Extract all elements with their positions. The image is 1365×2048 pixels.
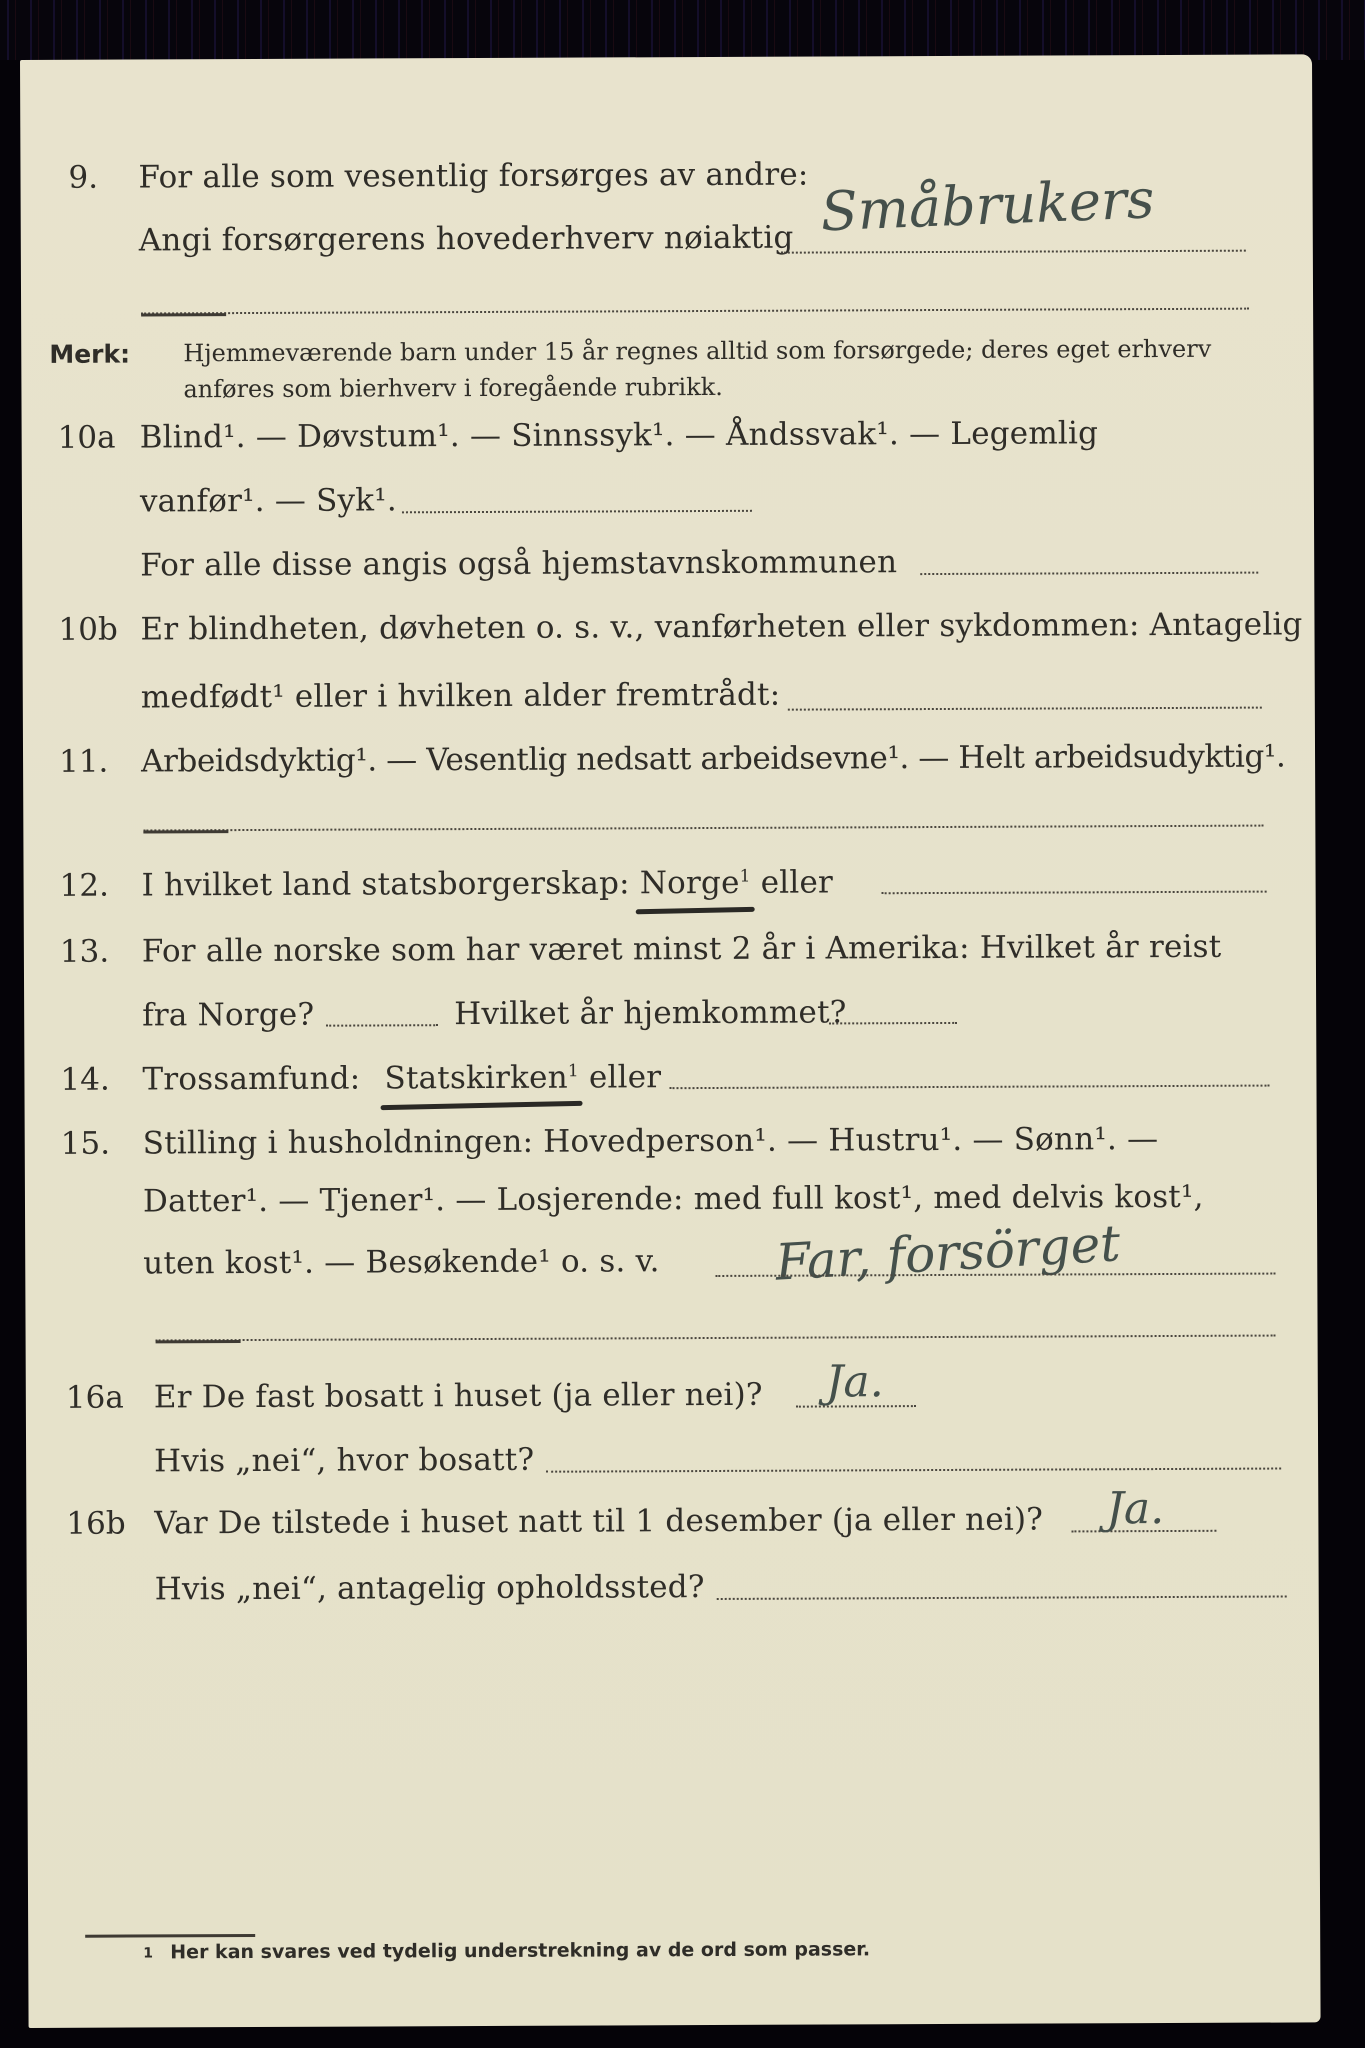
q14-underlined-text: Statskirken	[384, 1059, 568, 1097]
q14-selected-statskirken[interactable]	[384, 1060, 579, 1097]
q12-suffix: eller	[760, 864, 834, 901]
q16a-answer-handwritten: Ja.	[825, 1356, 884, 1408]
q16b-answer-handwritten: Ja.	[1106, 1483, 1165, 1535]
q13-hjemkommet: Hvilket år hjemkommet?	[454, 994, 847, 1033]
q10a-hjemstavn: For alle disse angis også hjemstavnskommunen	[140, 544, 898, 584]
footnote-rule	[85, 1934, 255, 1938]
q13-hjemkommet-line[interactable]	[829, 1022, 957, 1025]
q9-answer-line[interactable]	[781, 250, 1246, 254]
q12-selected-norge[interactable]	[640, 865, 751, 901]
q9-instruction: Angi forsørgerens hovederhverv nøiaktig	[138, 219, 794, 259]
q11-line-lead	[143, 830, 228, 833]
q16a-number: 16a	[65, 1379, 124, 1416]
q9-extra-line[interactable]	[141, 308, 1249, 315]
q15-line-lead	[156, 1340, 241, 1343]
q16b-opholdssted-line[interactable]	[717, 1595, 1287, 1599]
q11-options: Arbeidsdyktig¹. — Vesentlig nedsatt arbeidsevne¹. — Helt arbeidsudyktig¹.	[140, 738, 1286, 780]
q9-answer-handwritten: Småbrukers	[819, 167, 1156, 244]
q9-question: For alle som vesentlig forsørges av andre:	[138, 156, 809, 196]
q9-number: 9.	[68, 159, 99, 196]
q14-suffix: eller	[588, 1059, 662, 1096]
q12-number: 12.	[59, 867, 109, 904]
q13-question: For alle norske som har været minst 2 år i Amerika: Hvilket år reist	[141, 928, 1222, 970]
q16a-bosatt-line[interactable]	[546, 1468, 1281, 1473]
merk-text-1: Hjemmeværende barn under 15 år regnes alltid som forsørgede; deres eget erhverv	[183, 334, 1212, 368]
q10a-answer-line[interactable]	[402, 510, 752, 514]
q10a-number: 10a	[57, 419, 116, 456]
q10b-number: 10b	[58, 611, 118, 648]
footnote-marker: 1	[143, 1945, 154, 1962]
q13-number: 13.	[59, 933, 110, 970]
q14-prefix: Trossamfund:	[142, 1060, 361, 1098]
q16b-question: Var De tilstede i huset natt til 1 desember (ja eller nei)?	[154, 1501, 1044, 1542]
q14-number: 14.	[60, 1061, 110, 1098]
footnote-text: Her kan svares ved tydelig understrekning av de ord som passer.	[170, 1938, 871, 1964]
q10b-question: Er blindheten, døvheten o. s. v., vanførheten eller sykdommen: Antagelig	[140, 606, 1303, 648]
footnote-ref: 1	[739, 866, 751, 887]
q10b-question-2: medfødt¹ eller i hvilken alder fremtrådt:	[140, 676, 781, 716]
q15-extra-line[interactable]	[156, 1335, 1276, 1342]
scanner-edge	[0, 0, 1365, 60]
q16b-number: 16b	[66, 1505, 126, 1542]
q16a-question: Er De fast bosatt i huset (ja eller nei)?	[153, 1376, 763, 1416]
q16a-hvis-nei: Hvis „nei“, hvor bosatt?	[154, 1441, 535, 1480]
merk-label: Merk:	[49, 339, 131, 369]
q15-options-3: uten kost¹. — Besøkende¹ o. s. v.	[143, 1243, 660, 1282]
q12-answer-line[interactable]	[882, 891, 1267, 895]
q12-prefix: I hvilket land statsborgerskap:	[141, 865, 630, 904]
q14-answer-line[interactable]	[669, 1085, 1269, 1090]
q14-question	[142, 1059, 661, 1097]
q10a-hjemstavn-line[interactable]	[920, 572, 1258, 575]
q15-options-1: Stilling i husholdningen: Hovedperson¹. — Hustru¹. — Sønn¹. —	[142, 1121, 1159, 1162]
q10a-options-2: vanfør¹. — Syk¹.	[139, 482, 397, 520]
q11-number: 11.	[58, 743, 109, 780]
census-form-page	[20, 54, 1321, 2028]
q12-underlined-text: Norge	[639, 864, 740, 902]
q15-number: 15.	[60, 1125, 111, 1162]
q16b-hvis-nei: Hvis „nei“, antagelig opholdssted?	[154, 1569, 705, 1608]
q12-question	[142, 864, 834, 903]
q10b-answer-line[interactable]	[788, 707, 1262, 711]
q13-reist-line[interactable]	[326, 1024, 438, 1026]
merk-text-2: anføres som bierhverv i foregående rubrikk.	[183, 372, 723, 404]
q9-line-lead	[141, 313, 226, 316]
q15-options-2: Datter¹. — Tjener¹. — Losjerende: med full kost¹, med delvis kost¹,	[142, 1178, 1204, 1220]
q11-answer-line[interactable]	[143, 825, 1263, 832]
q15-answer-handwritten: Far, forsörget	[773, 1214, 1122, 1292]
q13-reist: fra Norge?	[142, 996, 315, 1034]
q10a-options: Blind¹. — Døvstum¹. — Sinnssyk¹. — Åndssvak¹. — Legemlig	[139, 415, 1099, 456]
footnote-ref: 1	[567, 1061, 579, 1082]
